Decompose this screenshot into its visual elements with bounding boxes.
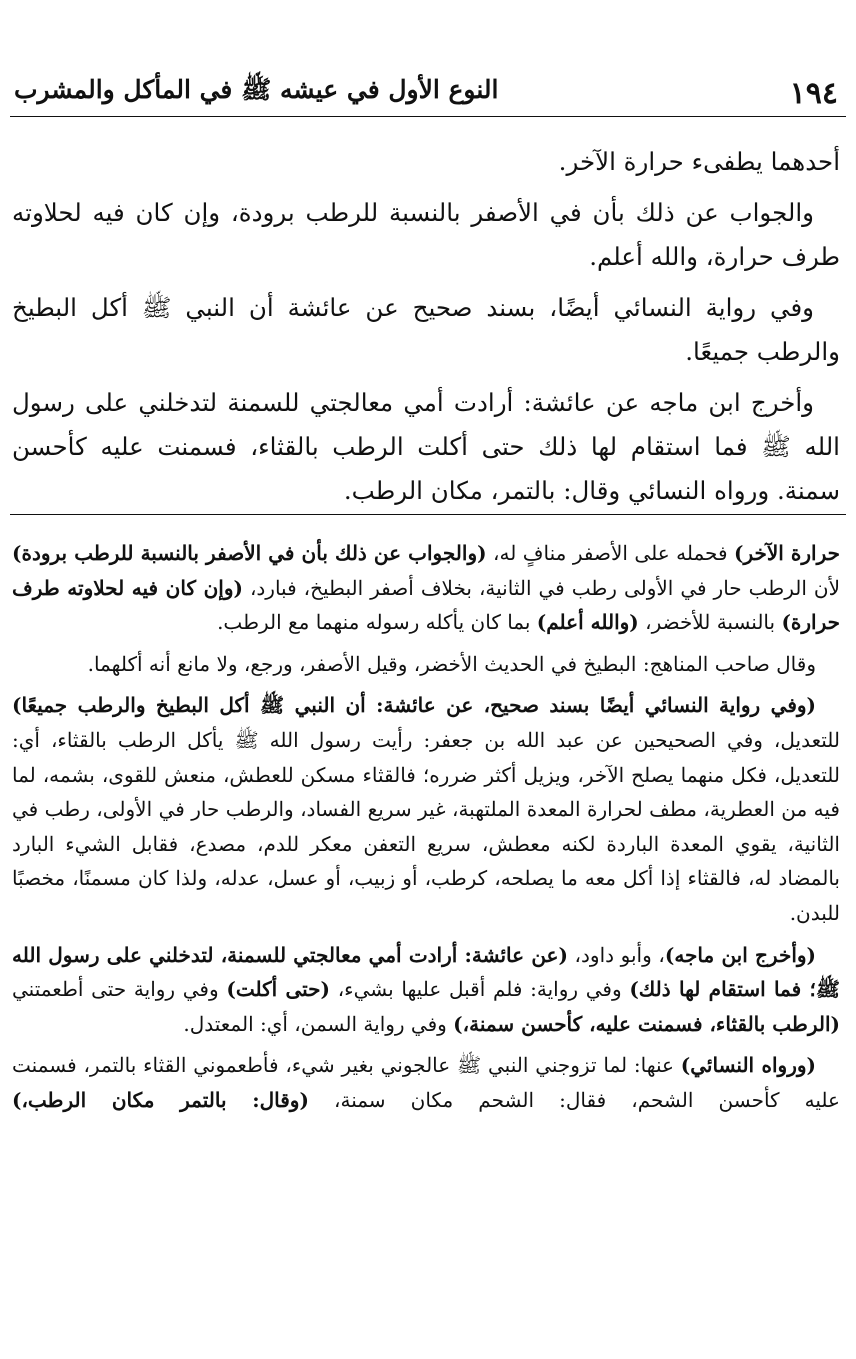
commentary-span: وفي رواية: فلم أقبل عليها بشيء، — [330, 977, 630, 1002]
commentary-span: فحمله على الأصفر منافٍ له، — [486, 541, 734, 565]
header-rule — [10, 116, 846, 117]
commentary-span: ، وأبو داود، — [567, 942, 665, 967]
commentary-span: للتعديل، وفي الصحيحين عن عبد الله بن جعفر: رأيت رسول الله ﷺ يأكل الرطب بالقثاء، أي: للتعديل، فكل منهما يصلح الآخر، ويزيل أكثر ضرره؛ فالقثاء مسكن للعطش، منعش للقوى، بشمه، لما فيه من العطرية، مطف لحرارة المعدة الملتهبة، غير سريع الفساد، والرطب حار في الأولى، رطب في الثانية، يقوي المعدة الباردة لكنه معطش، سريع التعفن معكر للدم، مصدع، فقابل الشيء البارد بالمضاد له، فالقثاء إذا أكل معه ما يصلحه، كرطب، أو زبيب، أو عسل، عدله، ولذا كان مسمنًا، مخصبًا للبدن. — [12, 727, 841, 925]
quoted-text: (وفي رواية النسائي أيضًا بسند صحيح، عن عائشة: أن النبي ﷺ أكل البطيخ والرطب جميعًا) — [12, 693, 816, 718]
matn-paragraph-1: أحدهما يطفىء حرارة الآخر. — [558, 147, 840, 176]
quoted-text: حرارة الآخر) — [733, 541, 840, 565]
matn-paragraph-3: وفي رواية النسائي أيضًا، بسند صحيح عن عائشة أن النبي ﷺ أكل البطيخ والرطب جميعًا. — [12, 293, 840, 366]
commentary-span: وفي رواية السمن، أي: المعتدل. — [183, 1011, 454, 1036]
commentary-span: بما كان يأكله رسوله منهما مع الرطب. — [217, 610, 537, 635]
sharh-paragraph-3 — [12, 688, 840, 930]
sharh-paragraph-4 — [12, 938, 840, 1042]
quoted-text: (حتى أكلت) — [226, 977, 330, 1002]
commentary-text — [12, 536, 840, 1125]
quoted-text: (والله أعلم) — [536, 610, 639, 635]
matn-paragraph-4: وأخرج ابن ماجه عن عائشة: أرادت أمي معالجتي للسمنة لتدخلني على رسول الله ﷺ فما استقام لها ذلك حتى أكلت الرطب بالقثاء، فسمنت عليه كأحسن سمنة. ورواه النسائي وقال: بالتمر، مكان الرطب. — [12, 388, 840, 505]
sharh-paragraph-5 — [12, 1048, 840, 1117]
main-text — [12, 140, 840, 520]
commentary-span: لأن الرطب حار في الأولى رطب في الثانية، بخلاف أصفر البطيخ، فبارد، — [242, 575, 840, 600]
quoted-text: (وقال: بالتمر مكان الرطب،) — [12, 1087, 309, 1112]
page-number: ١٩٤ — [789, 76, 838, 111]
commentary-separator — [10, 514, 846, 515]
quoted-text: (وإن كان فيه لحلاوته طرف حرارة) — [12, 575, 840, 635]
quoted-text: (وأخرج ابن ماجه) — [664, 942, 816, 967]
quoted-text: (والجواب عن ذلك بأن في الأصفر بالنسبة للرطب برودة) — [12, 541, 487, 565]
sharh-paragraph-2: وقال صاحب المناهج: البطيخ في الحديث الأخضر، وقيل الأصفر، ورجع، ولا مانع أنه أكلهما. — [87, 651, 816, 676]
quoted-text: (عن عائشة: أرادت أمي معالجتي للسمنة، لتدخلني على رسول الله ﷺ؛ فما استقام لها ذلك) — [12, 942, 840, 1002]
running-title: النوع الأول في عيشه ﷺ في المأكل والمشرب — [14, 75, 499, 104]
sharh-paragraph-1 — [12, 536, 840, 640]
quoted-text: (ورواه النسائي) — [680, 1053, 816, 1078]
matn-paragraph-2: والجواب عن ذلك بأن في الأصفر بالنسبة للرطب برودة، وإن كان فيه لحلاوته طرف حرارة، والله أعلم. — [12, 198, 840, 271]
commentary-span: بالنسبة للأخضر، — [638, 610, 782, 635]
commentary-span: عنها: لما تزوجني النبي ﷺ عالجوني بغير شيء، فأطعموني القثاء بالتمر، فسمنت عليه كأحسن الشحم، فقال: الشحم مكان سمنة، — [12, 1053, 840, 1112]
page-header — [10, 70, 842, 110]
quoted-text: (الرطب بالقثاء، فسمنت عليه، كأحسن سمنة،) — [453, 1011, 840, 1036]
commentary-span: وفي رواية حتى أطعمتني — [12, 977, 227, 1002]
